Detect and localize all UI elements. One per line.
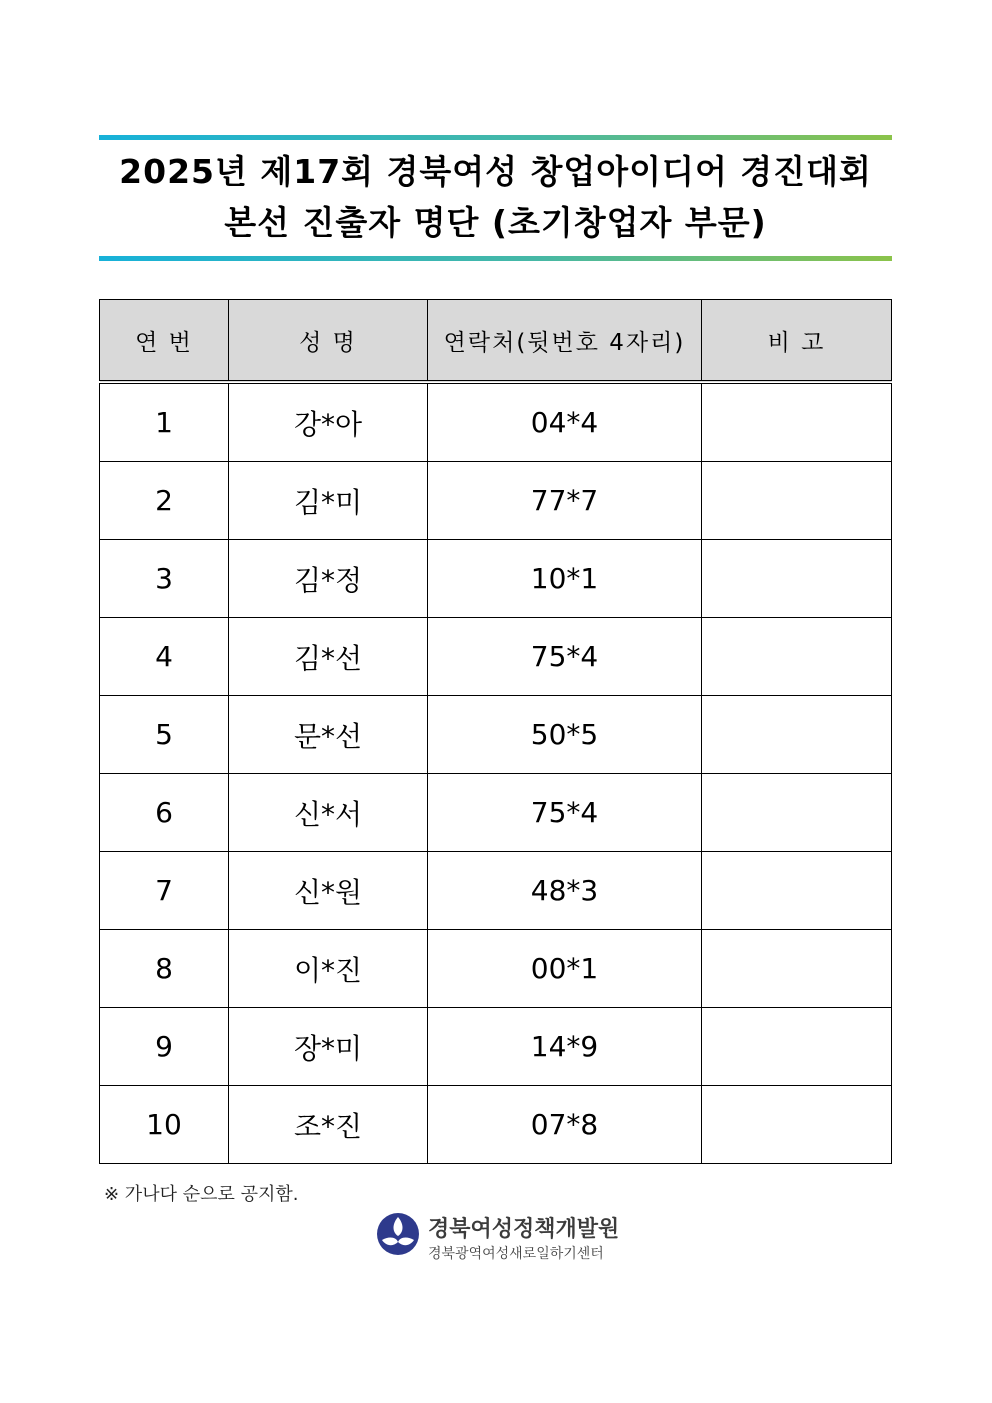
cell-name: 김*미: [229, 462, 428, 540]
header-contact: 연락처(뒷번호 4자리): [428, 300, 702, 383]
cell-number: 7: [100, 852, 229, 930]
table-row: [100, 930, 892, 1008]
cell-contact: 75*4: [428, 618, 702, 696]
cell-name: 조*진: [229, 1086, 428, 1164]
cell-number: 9: [100, 1008, 229, 1086]
table-header-row: [100, 300, 892, 383]
cell-number: 10: [100, 1086, 229, 1164]
cell-contact: 14*9: [428, 1008, 702, 1086]
cell-contact: 04*4: [428, 382, 702, 462]
cell-remarks: [702, 852, 892, 930]
cell-remarks: [702, 1086, 892, 1164]
cell-number: 6: [100, 774, 229, 852]
table-row: [100, 852, 892, 930]
cell-number: 3: [100, 540, 229, 618]
cell-contact: 10*1: [428, 540, 702, 618]
org-subname: 경북광역여성새로일하기센터: [428, 1246, 604, 1262]
table-row: [100, 774, 892, 852]
table-row: [100, 382, 892, 462]
cell-number: 5: [100, 696, 229, 774]
cell-remarks: [702, 1008, 892, 1086]
header-name: 성 명: [229, 300, 428, 383]
cell-contact: 00*1: [428, 930, 702, 1008]
finalist-table: [99, 299, 892, 1164]
cell-remarks: [702, 930, 892, 1008]
cell-name: 이*진: [229, 930, 428, 1008]
footnote: ※ 가나다 순으로 공지함.: [104, 1184, 299, 1205]
cell-remarks: [702, 774, 892, 852]
cell-name: 장*미: [229, 1008, 428, 1086]
cell-name: 신*원: [229, 852, 428, 930]
page-title: 2025년 제17회 경북여성 창업아이디어 경진대회: [119, 152, 872, 191]
title-bottom-rule: [99, 256, 892, 261]
cell-number: 1: [100, 382, 229, 462]
cell-name: 신*서: [229, 774, 428, 852]
cell-name: 문*선: [229, 696, 428, 774]
cell-number: 4: [100, 618, 229, 696]
cell-number: 8: [100, 930, 229, 1008]
header-number: 연 번: [100, 300, 229, 383]
cell-remarks: [702, 696, 892, 774]
org-footer: [376, 1210, 636, 1266]
table-row: [100, 540, 892, 618]
table-row: [100, 618, 892, 696]
cell-name: 김*정: [229, 540, 428, 618]
table-row: [100, 462, 892, 540]
cell-remarks: [702, 618, 892, 696]
cell-remarks: [702, 540, 892, 618]
cell-contact: 77*7: [428, 462, 702, 540]
cell-remarks: [702, 462, 892, 540]
page-subtitle: 본선 진출자 명단 (초기창업자 부문): [224, 203, 767, 242]
table-row: [100, 1008, 892, 1086]
table-row: [100, 696, 892, 774]
cell-contact: 75*4: [428, 774, 702, 852]
cell-contact: 50*5: [428, 696, 702, 774]
cell-contact: 48*3: [428, 852, 702, 930]
title-top-rule: [99, 135, 892, 140]
cell-contact: 07*8: [428, 1086, 702, 1164]
table-row: [100, 1086, 892, 1164]
cell-remarks: [702, 382, 892, 462]
org-emblem-icon: [376, 1212, 420, 1256]
title-block: [99, 135, 892, 263]
cell-number: 2: [100, 462, 229, 540]
cell-name: 김*선: [229, 618, 428, 696]
header-remarks: 비 고: [702, 300, 892, 383]
cell-name: 강*아: [229, 382, 428, 462]
org-name: 경북여성정책개발원: [428, 1217, 620, 1242]
